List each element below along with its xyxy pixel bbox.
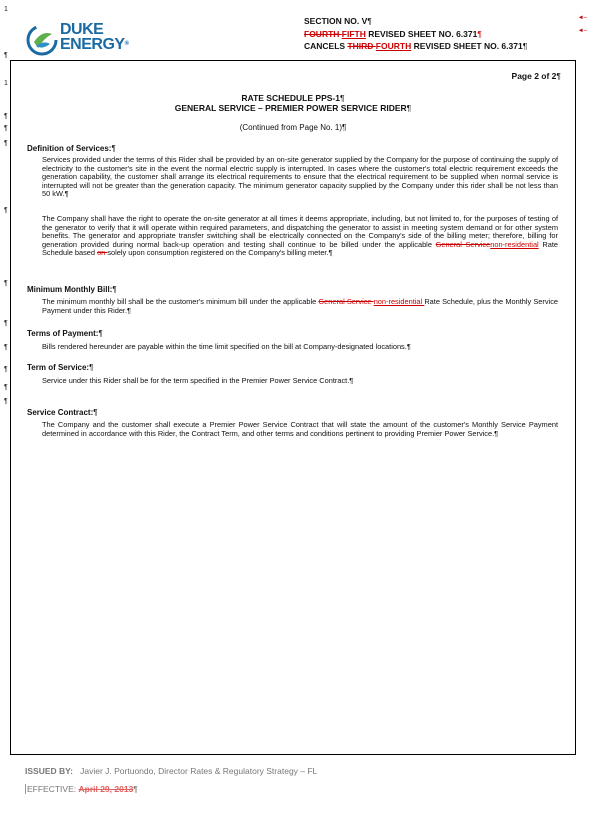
- section-heading-service-contract: Service Contract:¶: [27, 408, 98, 417]
- minimum-bill-paragraph: The minimum monthly bill shall be the customer's minimum bill under the applicable General Service non-residential Rate Schedule, plus the Monthly Service Payment under this Rider.¶: [42, 297, 558, 315]
- logo-line-1: DUKE: [60, 21, 104, 38]
- issued-by-line: [25, 766, 317, 776]
- pilcrow-mark: ¶: [4, 280, 8, 287]
- leaf-logo-icon: [26, 24, 58, 56]
- service-contract-paragraph: The Company and the customer shall execute a Premier Power Service Contract that will state the amount of the customer's Monthly Service Payment determined in accordance with this Rider, the Contract Term, and other terms and conditions pertinent to providing Premier Power Service.¶: [42, 420, 558, 438]
- page-number: Page 2 of 2¶: [511, 71, 561, 81]
- pilcrow-mark: ¶: [4, 320, 8, 327]
- revision-marker-icon: ◄–: [577, 15, 587, 21]
- deleted-text: on: [97, 248, 108, 258]
- inserted-text: non-residential: [490, 239, 539, 249]
- margin-number: 1: [4, 6, 8, 13]
- pilcrow-mark: ¶: [477, 28, 482, 39]
- deleted-text: FOURTH: [304, 28, 342, 39]
- revised-sheet-line: [304, 28, 527, 41]
- deleted-text: General Service: [435, 239, 491, 249]
- duke-energy-logo: [26, 22, 136, 60]
- inserted-text: FIFTH: [341, 28, 366, 39]
- revision-marker-icon: ◄–: [577, 28, 587, 34]
- document-body: [10, 60, 576, 755]
- sheet-header: [304, 15, 527, 53]
- cancels-sheet-text: REVISED SHEET NO. 6.371: [411, 41, 523, 51]
- definition-paragraph-2: The Company shall have the right to operate the on-site generator at all times it deems appropriate, including, but not limited to, for the purposes of testing of the generator to verify that it will operate within required parameters, and dispatching the generator to assist in meeting system demand or for other system benefits. The generator and appropriate transfer switching shall be electrically connected on the Company's side of the billing meter; therefore, billing for generation provided during normal back-up operation and testing shall continue to be billed under the applicable General Servicenon-residential Rate Schedule based on solely upon consumption registered on the Company's billing meter.¶: [42, 214, 558, 258]
- section-heading-term-of-service: Term of Service:¶: [27, 363, 94, 372]
- effective-date: April 29, 2013: [78, 784, 134, 794]
- rate-schedule-title: RATE SCHEDULE PPS-1¶: [241, 93, 345, 103]
- inserted-text: FOURTH: [375, 41, 412, 51]
- section-heading-definition: Definition of Services:¶: [27, 144, 116, 153]
- inserted-text: non-residential: [373, 297, 425, 306]
- section-heading-minimum-bill: Minimum Monthly Bill:¶: [27, 285, 117, 294]
- revised-sheet-text: REVISED SHEET NO. 6.371: [365, 28, 478, 39]
- section-heading-terms-of-payment: Terms of Payment:¶: [27, 329, 103, 338]
- pilcrow-mark: ¶: [4, 52, 8, 59]
- pilcrow-mark: ¶: [522, 41, 528, 51]
- logo-wordmark: [60, 22, 129, 52]
- effective-date-line: EFFECTIVE: April 29, 2013¶: [27, 784, 138, 794]
- pilcrow-mark: ¶: [4, 384, 8, 391]
- cancels-sheet-line: [304, 40, 527, 53]
- definition-paragraph-1: Services provided under the terms of this Rider shall be provided by an on-site generator supplied by the Company for the purpose of continuing the supply of electricity to the customer's site in the event the normal electric supply is interrupted. In cases where the customer's total electric requirement exceeds the generation capability, the customer shall arrange its electrical requirements to ensure that the electrical requirement to be supplied when normal service is interrupted will not be greater than the generation capacity. The minimum generator capacity supplied by the Company under this rider shall be not less than 50 kW.¶: [42, 155, 558, 199]
- term-of-service-paragraph: Service under this Rider shall be for the term specified in the Premier Power Service Contract.¶: [42, 376, 354, 385]
- rate-schedule-subtitle: GENERAL SERVICE – PREMIER POWER SERVICE RIDER¶: [174, 103, 412, 113]
- margin-number: 1: [4, 80, 8, 87]
- cancels-prefix: CANCELS: [304, 41, 348, 51]
- terms-of-payment-paragraph: Bills rendered hereunder are payable within the time limit specified on the bill at Company-designated locations.¶: [42, 342, 411, 351]
- pilcrow-mark: ¶: [367, 16, 372, 26]
- pilcrow-mark: ¶: [4, 398, 8, 405]
- registered-mark: ®: [124, 41, 129, 47]
- pilcrow-mark: ¶: [4, 207, 8, 214]
- continued-note: (Continued from Page No. 1)¶: [239, 123, 347, 132]
- deleted-text: THIRD: [347, 41, 376, 51]
- effective-label: EFFECTIVE:: [27, 784, 79, 794]
- pilcrow-mark: ¶: [4, 344, 8, 351]
- deleted-text: General Service: [318, 297, 374, 306]
- section-line: [304, 15, 527, 28]
- pilcrow-mark: ¶: [4, 140, 8, 147]
- section-number: SECTION NO. V: [304, 16, 368, 26]
- issued-by-label: ISSUED BY:: [25, 766, 74, 776]
- logo-line-2: ENERGY: [60, 36, 125, 53]
- pilcrow-mark: ¶: [4, 125, 8, 132]
- issued-by-name: Javier J. Portuondo, Director Rates & Regulatory Strategy – FL: [80, 766, 318, 776]
- pilcrow-mark: ¶: [4, 366, 8, 373]
- pilcrow-mark: ¶: [4, 113, 8, 120]
